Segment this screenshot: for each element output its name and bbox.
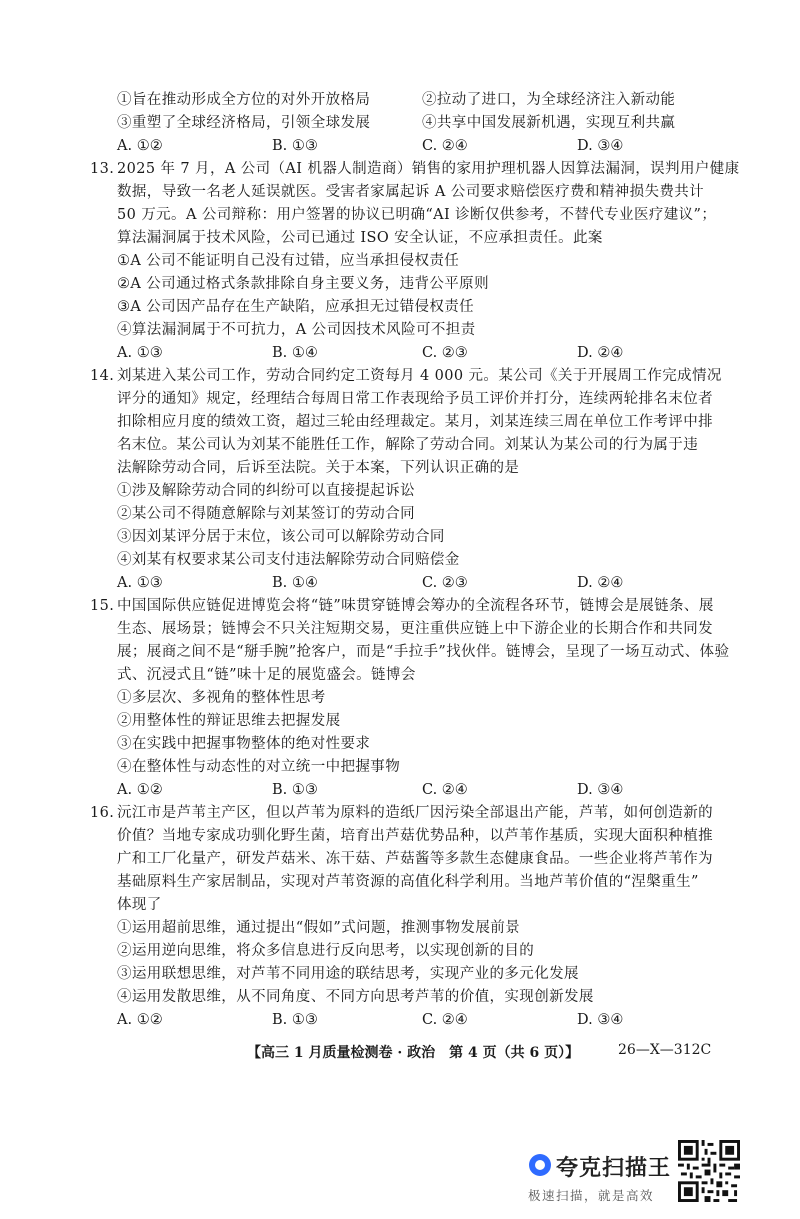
question-15-statement-2: ②用整体性的辩证思维去把握发展 xyxy=(117,713,341,729)
question-16-stem-3: 广和工厂化量产，研发芦菇米、冻干菇、芦菇酱等多款生态健康食品。一些企业将芦苇作为 xyxy=(117,851,713,867)
question-15-statement-1: ①多层次、多视角的整体性思考 xyxy=(117,690,326,706)
question-15-statement-4: ④在整体性与动态性的对立统一中把握事物 xyxy=(117,759,401,775)
question-16-option-a: A. ①② xyxy=(117,1012,163,1028)
question-13-option-d: D. ②④ xyxy=(577,345,624,361)
question-14-stem-3: 扣除相应月度的绩效工资，超过三轮由经理裁定。某月，刘某连续三周在单位工作考评中排 xyxy=(117,414,713,430)
question-16-option-d: D. ③④ xyxy=(577,1012,624,1028)
question-16-stem-4: 基础原料生产家居制品，实现对芦苇资源的高值化科学利用。当地芦苇价值的“涅槃重生” xyxy=(117,874,699,890)
prev-statement-3: ③重塑了全球经济格局，引领全球发展 xyxy=(117,115,371,131)
qr-code-icon xyxy=(678,1140,740,1202)
question-14-stem-1: 刘某进入某公司工作，劳动合同约定工资每月 4 000 元。某公司《关于开展周工作完成情况 xyxy=(117,368,722,384)
question-16-number: 16. xyxy=(90,805,115,821)
exam-code: 26—X—312C xyxy=(618,1042,712,1058)
question-14-stem-2: 评分的通知》规定，经理结合每周日常工作表现给予员工评价并打分，连续两轮排名末位者 xyxy=(117,391,713,407)
question-15-stem-2: 生态、展场景；链博会不只关注短期交易，更注重供应链上中下游企业的长期合作和共同发 xyxy=(117,621,713,637)
question-16-option-c: C. ②④ xyxy=(422,1012,468,1028)
question-15-statement-3: ③在实践中把握事物整体的绝对性要求 xyxy=(117,736,371,752)
question-16-statement-1: ①运用超前思维，通过提出“假如”式问题，推测事物发展前景 xyxy=(117,920,521,936)
question-13-statement-2: ②A 公司通过格式条款排除自身主要义务，违背公平原则 xyxy=(117,276,489,292)
prev-statement-1: ①旨在推动形成全方位的对外开放格局 xyxy=(117,92,371,108)
prev-option-a: A. ①② xyxy=(117,138,163,154)
question-13-stem-3: 50 万元。A 公司辩称：用户签署的协议已明确“AI 诊断仅供参考，不替代专业医疗建议”； xyxy=(117,207,717,223)
question-14-statement-2: ②某公司不得随意解除与刘某签订的劳动合同 xyxy=(117,506,415,522)
question-13-stem-1: 2025 年 7 月，A 公司（AI 机器人制造商）销售的家用护理机器人因算法漏洞，误判用户健康 xyxy=(117,161,740,177)
quark-logo-icon xyxy=(529,1154,551,1176)
question-14-statement-3: ③因刘某评分居于末位，该公司可以解除劳动合同 xyxy=(117,529,445,545)
prev-option-c: C. ②④ xyxy=(422,138,468,154)
question-16-stem-1: 沅江市是芦苇主产区，但以芦苇为原料的造纸厂因污染全部退出产能，芦苇，如何创造新的 xyxy=(117,805,713,821)
question-16-statement-3: ③运用联想思维，对芦苇不同用途的联结思考，实现产业的多元化发展 xyxy=(117,966,579,982)
question-14-option-b: B. ①④ xyxy=(272,575,318,591)
question-13-statement-1: ①A 公司不能证明自己没有过错，应当承担侵权责任 xyxy=(117,253,460,269)
scanner-brand-name: 夸克扫描王 xyxy=(556,1156,672,1181)
prev-statement-2: ②拉动了进口，为全球经济注入新动能 xyxy=(422,92,676,108)
question-15-option-c: C. ②④ xyxy=(422,782,468,798)
question-16-stem-5: 体现了 xyxy=(117,897,162,913)
question-13-number: 13. xyxy=(90,161,115,177)
question-16-stem-2: 价值？当地专家成功驯化野生菌，培育出芦菇优势品种，以芦苇作基质，实现大面积种植推 xyxy=(117,828,713,844)
question-13-option-c: C. ②③ xyxy=(422,345,468,361)
scanner-slogan: 极速扫描，就是高效 xyxy=(528,1188,655,1203)
question-16-option-b: B. ①③ xyxy=(272,1012,318,1028)
question-15-stem-1: 中国国际供应链促进博览会将“链”味贯穿链博会筹办的全流程各环节，链博会是展链条、展 xyxy=(117,598,714,614)
question-14-statement-4: ④刘某有权要求某公司支付违法解除劳动合同赔偿金 xyxy=(117,552,460,568)
question-13-stem-2: 数据，导致一名老人延误就医。受害者家属起诉 A 公司要求赔偿医疗费和精神损失费共计 xyxy=(117,184,705,200)
question-15-number: 15. xyxy=(90,598,115,614)
question-15-option-a: A. ①② xyxy=(117,782,163,798)
question-13-option-b: B. ①④ xyxy=(272,345,318,361)
question-16-statement-4: ④运用发散思维，从不同角度、不同方向思考芦苇的价值，实现创新发展 xyxy=(117,989,594,1005)
question-14-number: 14. xyxy=(90,368,115,384)
prev-option-b: B. ①③ xyxy=(272,138,318,154)
question-16-statement-2: ②运用逆向思维，将众多信息进行反向思考，以实现创新的目的 xyxy=(117,943,535,959)
prev-option-d: D. ③④ xyxy=(577,138,624,154)
question-13-statement-4: ④算法漏洞属于不可抗力，A 公司因技术风险可不担责 xyxy=(117,322,476,338)
question-14-option-a: A. ①③ xyxy=(117,575,163,591)
question-15-stem-3: 展；展商之间不是“掰手腕”抢客户，而是“手拉手”找伙伴。链博会，呈现了一场互动式、体验 xyxy=(117,644,730,660)
question-15-option-b: B. ①③ xyxy=(272,782,318,798)
question-14-option-d: D. ②④ xyxy=(577,575,624,591)
question-15-stem-4: 式、沉浸式且“链”味十足的展览盛会。链博会 xyxy=(117,667,416,683)
question-14-stem-4: 名末位。某公司认为刘某不能胜任工作，解除了劳动合同。刘某认为某公司的行为属于违 xyxy=(117,437,699,453)
question-13-option-a: A. ①③ xyxy=(117,345,163,361)
page-footer-title: 【高三 1 月质量检测卷 · 政治 第 4 页（共 6 页）】 xyxy=(247,1045,580,1061)
prev-statement-4: ④共享中国发展新机遇，实现互利共赢 xyxy=(422,115,676,131)
question-13-stem-4: 算法漏洞属于技术风险，公司已通过 ISO 安全认证，不应承担责任。此案 xyxy=(117,230,603,246)
question-14-stem-5: 法解除劳动合同，后诉至法院。关于本案，下列认识正确的是 xyxy=(117,460,520,476)
question-14-statement-1: ①涉及解除劳动合同的纠纷可以直接提起诉讼 xyxy=(117,483,415,499)
question-14-option-c: C. ②③ xyxy=(422,575,468,591)
question-13-statement-3: ③A 公司因产品存在生产缺陷，应承担无过错侵权责任 xyxy=(117,299,475,315)
question-15-option-d: D. ③④ xyxy=(577,782,624,798)
